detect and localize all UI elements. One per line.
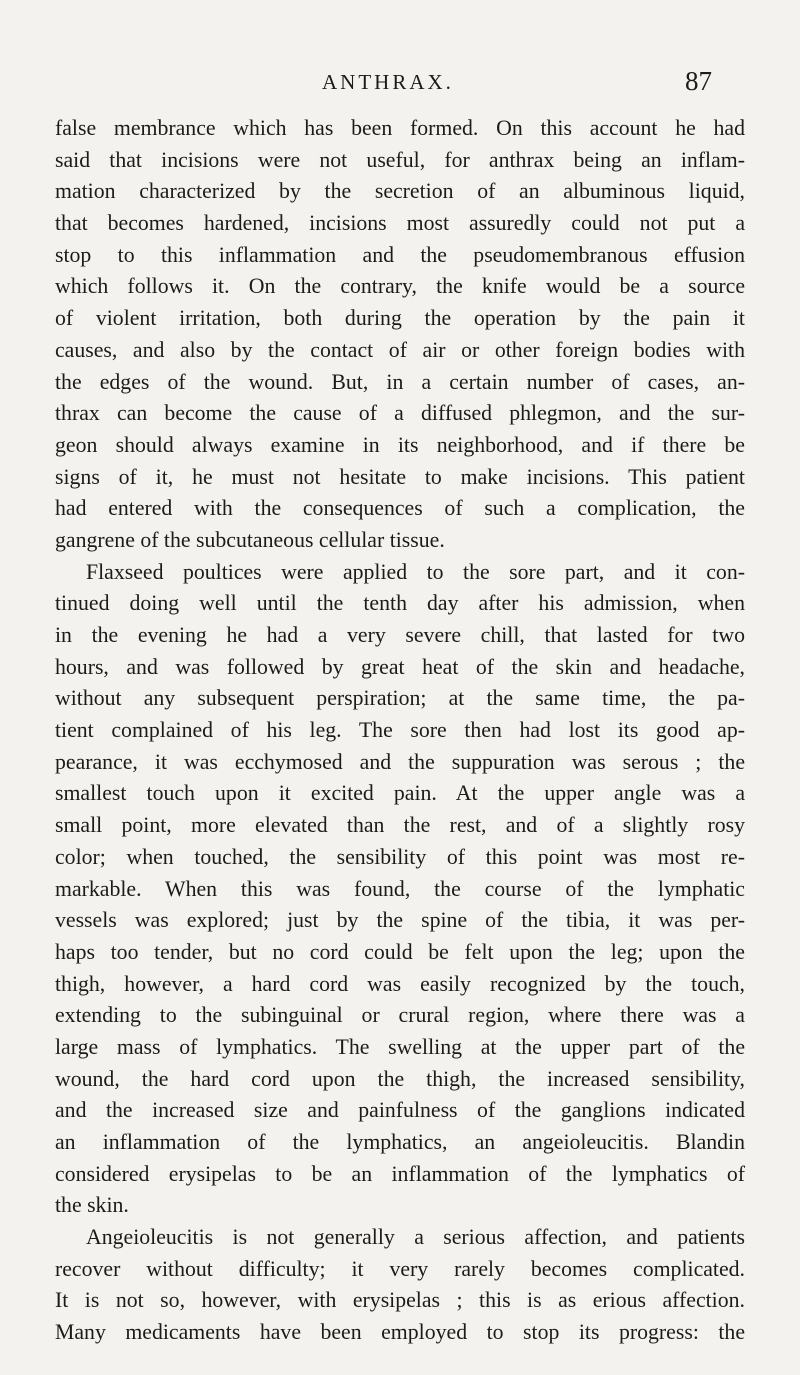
text-line: that becomes hardened, incisions most assuredly could not put a xyxy=(55,211,745,236)
text-line: wound, the hard cord upon the thigh, the increased sensibility, xyxy=(55,1066,745,1091)
text-line: of violent irritation, both during the operation by the pain it xyxy=(55,306,745,331)
text-line: small point, more elevated than the rest, and of a slightly rosy xyxy=(55,813,745,838)
text-line: vessels was explored; just by the spine of the tibia, it was per- xyxy=(55,908,745,933)
text-line: color; when touched, the sensibility of this point was most re- xyxy=(55,844,745,869)
text-line: mation characterized by the secretion of an albuminous liquid, xyxy=(55,179,745,204)
running-title: ANTHRAX. xyxy=(322,70,454,94)
text-line: thigh, however, a hard cord was easily recognized by the touch, xyxy=(55,971,745,996)
text-line: smallest touch upon it excited pain. At the upper angle was a xyxy=(55,781,745,806)
text-line: considered erysipelas to be an inflammation of the lymphatics of xyxy=(55,1161,745,1186)
text-line: had entered with the consequences of such a complication, the xyxy=(55,496,745,521)
text-line: false membrance which has been formed. On this account he had xyxy=(55,116,745,140)
text-line: pearance, it was ecchymosed and the suppuration was serous ; the xyxy=(55,749,745,774)
body-text xyxy=(55,113,745,1349)
text-line: said that incisions were not useful, for anthrax being an inflam- xyxy=(55,147,745,172)
text-line: hours, and was followed by great heat of the skin and headache, xyxy=(55,654,745,679)
text-line: extending to the subinguinal or crural region, where there was a xyxy=(55,1003,745,1028)
text-line: markable. When this was found, the course of the lymphatic xyxy=(55,876,745,901)
text-line: an inflammation of the lymphatics, an angeioleucitis. Blandin xyxy=(55,1130,745,1154)
text-line: gangrene of the subcutaneous cellular tissue. xyxy=(55,527,445,552)
page-number: 87 xyxy=(685,66,712,96)
text-line: tient complained of his leg. The sore then had lost its good ap- xyxy=(55,718,745,743)
text-line: the edges of the wound. But, in a certain number of cases, an- xyxy=(55,369,745,394)
text-line: It is not so, however, with erysipelas ; this is as erious affection. xyxy=(55,1288,745,1313)
text-line: and the increased size and painfulness of the ganglions indicated xyxy=(55,1098,745,1123)
text-line: geon should always examine in its neighborhood, and if there be xyxy=(55,432,745,457)
text-line: Flaxseed poultices were applied to the sore part, and it con- xyxy=(86,559,745,584)
text-line: in the evening he had a very severe chill, that lasted for two xyxy=(55,623,745,647)
text-line: recover without difficulty; it very rarely becomes complicated. xyxy=(55,1256,745,1281)
text-line: causes, and also by the contact of air or other foreign bodies with xyxy=(55,337,745,362)
text-line: the skin. xyxy=(55,1193,129,1218)
text-line: without any subsequent perspiration; at the same time, the pa- xyxy=(55,686,745,711)
text-line: which follows it. On the contrary, the knife would be a source xyxy=(55,274,745,299)
text-line: Many medicaments have been employed to stop its progress: the xyxy=(55,1320,745,1345)
text-line: signs of it, he must not hesitate to make incisions. This patient xyxy=(55,464,745,489)
text-line: tinued doing well until the tenth day after his admission, when xyxy=(55,591,745,616)
text-line: thrax can become the cause of a diffused phlegmon, and the sur- xyxy=(55,401,745,426)
text-line: large mass of lymphatics. The swelling at the upper part of the xyxy=(55,1034,745,1059)
running-header xyxy=(0,64,800,104)
text-line: stop to this inflammation and the pseudomembranous effusion xyxy=(55,242,745,267)
text-line: haps too tender, but no cord could be felt upon the leg; upon the xyxy=(55,939,745,964)
text-line: Angeioleucitis is not generally a serious affection, and patients xyxy=(86,1225,745,1250)
